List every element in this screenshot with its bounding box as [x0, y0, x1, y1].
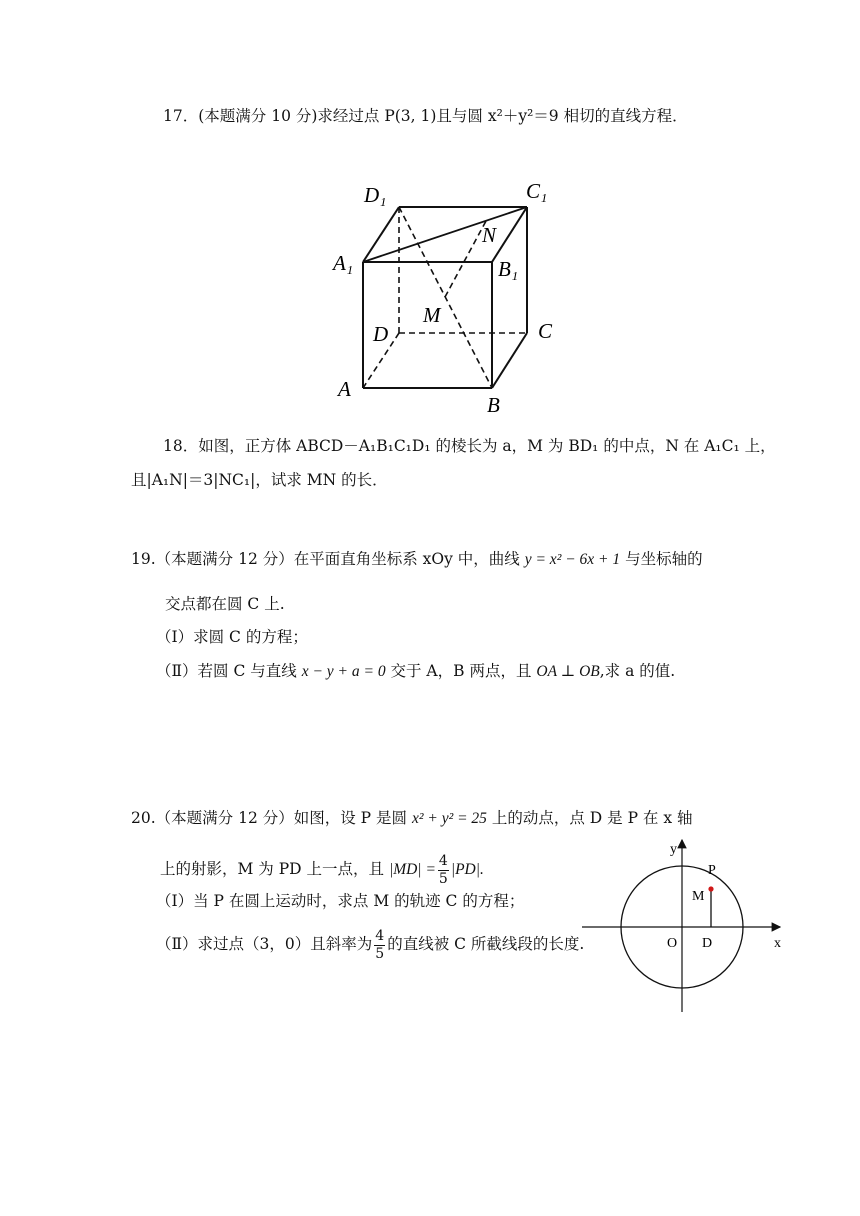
q19-part1: （Ⅰ）求圆 C 的方程； [156, 628, 308, 646]
q20-part1: （Ⅰ）当 P 在圆上运动时，求点 M 的轨迹 C 的方程； [156, 892, 525, 910]
label-a: A [338, 377, 351, 401]
q19-condition: OA ⊥ OB [536, 663, 600, 680]
label-d1: D₁ [364, 183, 387, 207]
label-a1: A₁ [333, 251, 354, 275]
q20-fraction: $\frac{4}{5}$ [438, 852, 448, 887]
label-p: P [708, 863, 716, 878]
q20-line1: 20.（本题满分 12 分）如图，设 P 是圆 x² + y² = 25 上的动点，点 D 是 P 在 x 轴 [131, 809, 693, 827]
q20-line2: 上的射影，M 为 PD 上一点，且 |MD| = $\frac{4}{5}$ |PD|. [160, 852, 484, 887]
label-c: C [538, 319, 553, 343]
label-m: M [692, 889, 705, 904]
point-m [708, 886, 713, 891]
label-c1: C₁ [526, 179, 548, 203]
label-x: x [774, 936, 781, 951]
label-d: D [702, 936, 713, 951]
label-o: O [667, 936, 678, 951]
label-n: N [482, 223, 497, 247]
q19-curve-equation: y = x² − 6x + 1 [524, 551, 621, 568]
q19-line1: 19.（本题满分 12 分）在平面直角坐标系 xOy 中，曲线 y = x² − 6x + 1 与坐标轴的 [131, 550, 703, 568]
q17-number: 17． [163, 107, 199, 125]
q17-body: (本题满分 10 分)求经过点 P(3, 1)且与圆 x²＋y²＝9 相切的直线方程． [198, 107, 688, 125]
circle-figure [580, 835, 790, 1020]
label-b: B [487, 393, 500, 417]
q17-text [163, 106, 688, 126]
q19-line2: 交点都在圆 C 上. [165, 595, 285, 613]
label-m: M [423, 303, 441, 327]
q18-line1: 18．如图，正方体 ABCD－A₁B₁C₁D₁ 的棱长为 a，M 为 BD₁ 的中点，N 在 A₁C₁ 上， [163, 437, 776, 455]
label-b1: B₁ [498, 257, 519, 281]
q20-circle-equation: x² + y² = 25 [411, 810, 487, 827]
q18-line2: 且|A₁N|＝3|NC₁|，试求 MN 的长． [131, 471, 388, 489]
cube-figure [325, 170, 565, 420]
q20-part2: （Ⅱ）求过点（3，0）且斜率为 $\frac{4}{5}$ 的直线被 C 所截线段的长度. [156, 927, 585, 962]
label-d: D [373, 322, 389, 346]
q19-part2: （Ⅱ）若圆 C 与直线 x − y + a = 0 交于 A，B 两点，且 OA ⊥ OB,求 a 的值. [156, 662, 676, 680]
q19-line-equation: x − y + a = 0 [301, 663, 386, 680]
q20-slope-fraction: $\frac{4}{5}$ [375, 927, 385, 962]
label-y: y [670, 842, 677, 857]
